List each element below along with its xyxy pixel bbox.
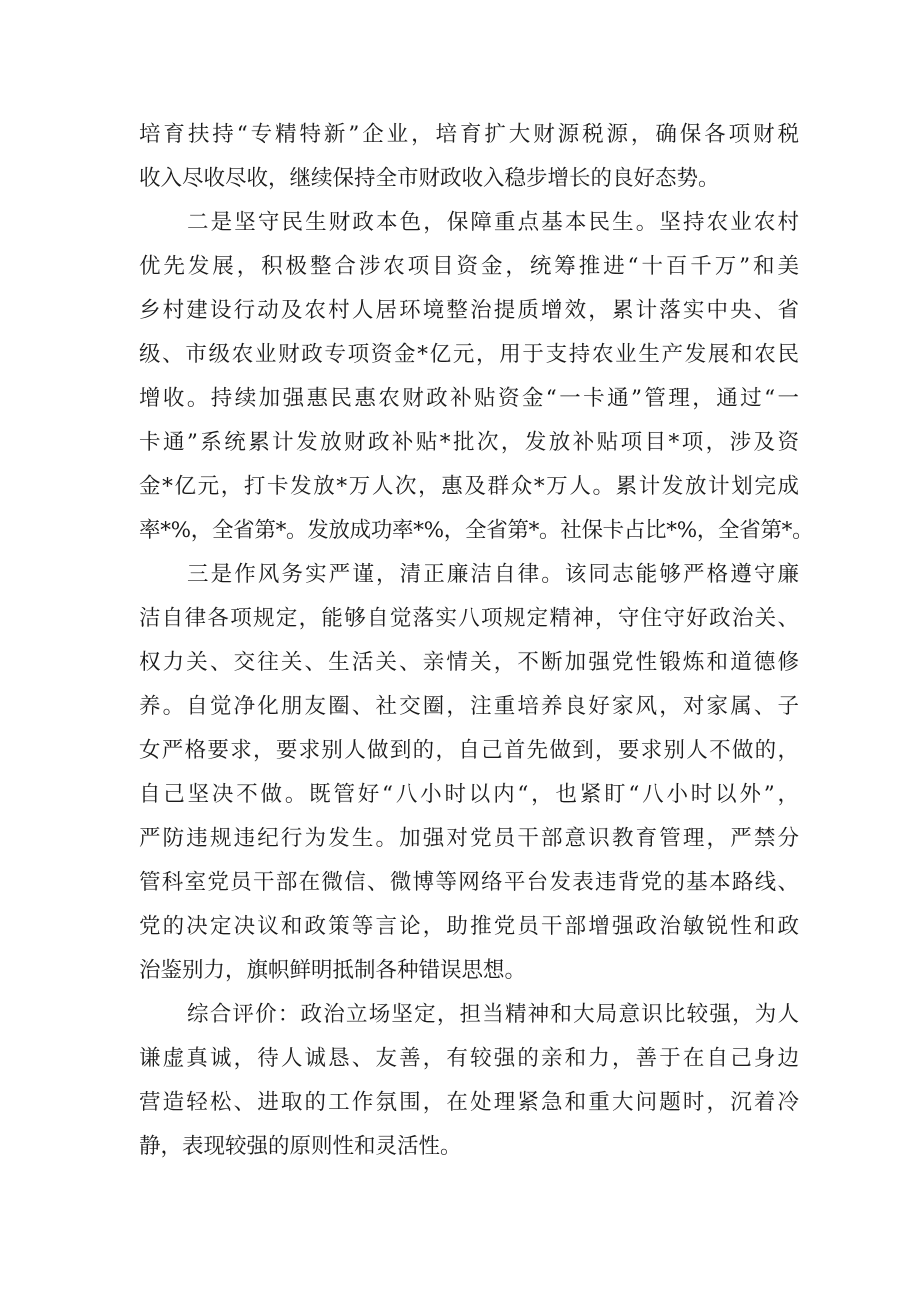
text-line: 治鉴别力，旗帜鲜明抵制各种错误思想。 [139, 958, 527, 983]
text-line: 自己坚决不做。既管好“八小时以内“，也紧盯“八小时以外”， [139, 782, 799, 807]
paragraph-heading-line: 三是作风务实严谨，清正廉洁自律。该同志能够严格遵守廉 [187, 562, 799, 587]
text-line: 收入尽收尽收，继续保持全市财政收入稳步增长的良好态势。 [139, 166, 720, 191]
text-line: 静，表现较强的原则性和灵活性。 [139, 1134, 462, 1159]
text-line: 党的决定决议和政策等言论，助推党员干部增强政治敏锐性和政 [139, 914, 799, 939]
text-line: 管科室党员干部在微信、微博等网络平台发表违背党的基本路线、 [139, 870, 799, 895]
text-line: 洁自律各项规定，能够自觉落实八项规定精神，守住守好政治关、 [139, 606, 799, 631]
text-line: 女严格要求，要求别人做到的，自己首先做到，要求别人不做的， [139, 738, 799, 763]
summary-heading-line: 综合评价：政治立场坚定，担当精神和大局意识比较强，为人 [187, 1002, 799, 1027]
text-line: 严防违规违纪行为发生。加强对党员干部意识教育管理，严禁分 [139, 826, 799, 851]
text-line: 金*亿元，打卡发放*万人次，惠及群众*万人。累计发放计划完成 [139, 474, 799, 499]
text-line: 谦虚真诚，待人诚恳、友善，有较强的亲和力，善于在自己身边 [139, 1046, 799, 1071]
text-line: 级、市级农业财政专项资金*亿元，用于支持农业生产发展和农民 [139, 342, 799, 367]
text-line: 营造轻松、进取的工作氛围，在处理紧急和重大问题时，沉着冷 [139, 1090, 799, 1115]
text-line: 卡通”系统累计发放财政补贴*批次，发放补贴项目*项，涉及资 [139, 430, 799, 455]
text-line: 养。自觉净化朋友圈、社交圈，注重培养良好家风，对家属、子 [139, 694, 799, 719]
text-line: 权力关、交往关、生活关、亲情关，不断加强党性锻炼和道德修 [139, 650, 799, 675]
text-line: 优先发展，积极整合涉农项目资金，统筹推进“十百千万”和美 [139, 254, 799, 279]
text-line: 率*%，全省第*。发放成功率*%，全省第*。社保卡占比*%，全省第*。 [139, 518, 814, 543]
text-line: 培育扶持“专精特新”企业，培育扩大财源税源，确保各项财税 [139, 122, 799, 147]
text-line: 增收。持续加强惠民惠农财政补贴资金“一卡通”管理，通过“一 [139, 386, 799, 411]
text-line: 乡村建设行动及农村人居环境整治提质增效，累计落实中央、省 [139, 298, 799, 323]
paragraph-heading-line: 二是坚守民生财政本色，保障重点基本民生。坚持农业农村 [187, 210, 799, 235]
